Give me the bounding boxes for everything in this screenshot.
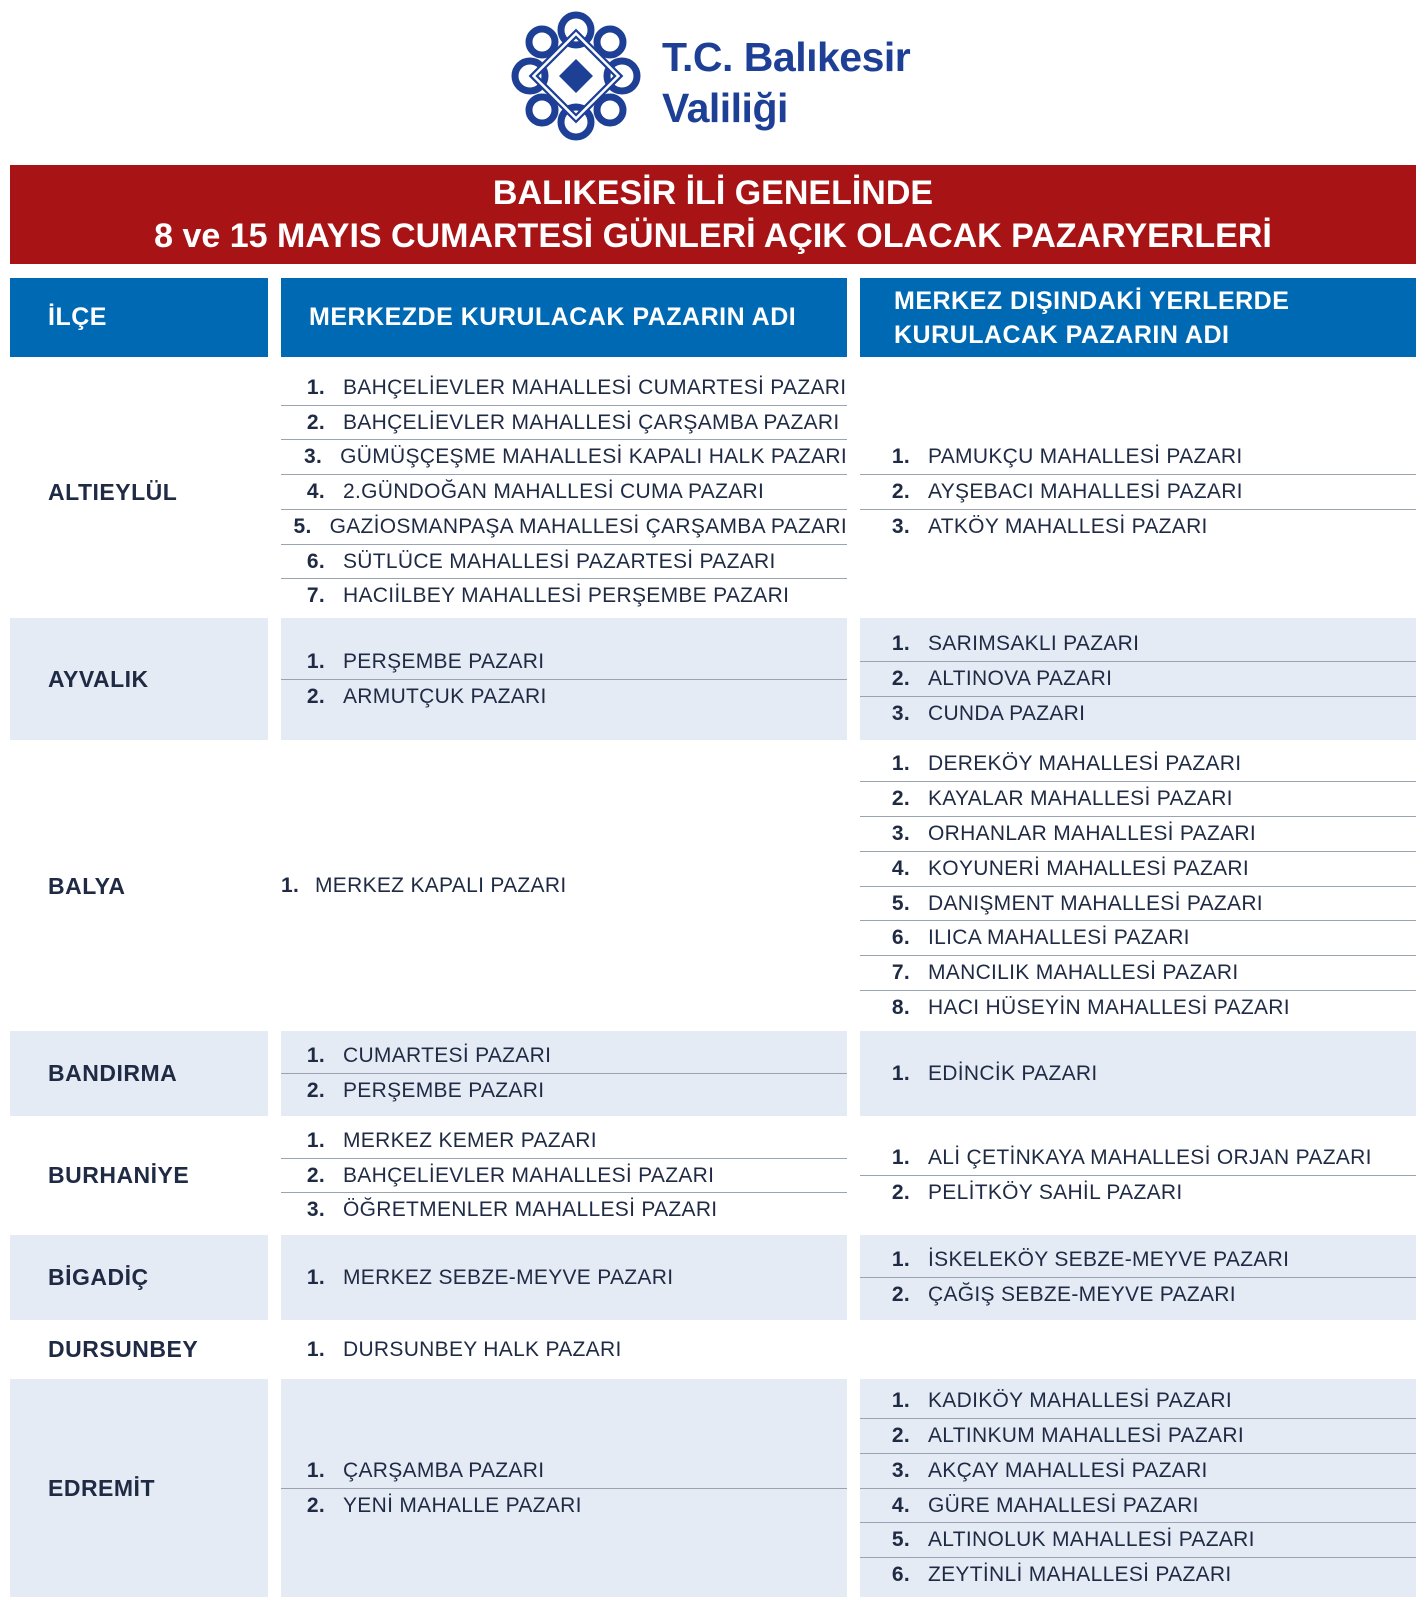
market-name: ÇAĞIŞ SEBZE-MEYVE PAZARI (928, 1283, 1236, 1306)
item-number: 2. (306, 684, 325, 708)
title-banner (10, 165, 1416, 264)
market-name: PERŞEMBE PAZARI (343, 649, 545, 673)
district-name: BALYA (48, 872, 126, 899)
item-number: 4. (891, 856, 910, 880)
logo-line-2: Valiliği (662, 85, 788, 131)
market-name: ATKÖY MAHALLESİ PAZARI (928, 514, 1208, 538)
market-list-item (860, 1488, 1416, 1523)
item-number: 4. (306, 480, 325, 504)
outside-markets (860, 1379, 1416, 1597)
item-number: 6. (306, 549, 325, 573)
market-list-item (860, 1557, 1416, 1592)
market-list-item (860, 1384, 1416, 1418)
market-name: MANCILIK MAHALLESİ PAZARI (928, 961, 1239, 985)
item-number: 1. (281, 874, 300, 898)
market-list-item (281, 1073, 847, 1108)
item-number: 1. (306, 649, 325, 673)
market-list-item (281, 544, 847, 579)
item-number: 2. (306, 1163, 325, 1187)
market-name: KOYUNERİ MAHALLESİ PAZARI (928, 856, 1250, 880)
district-name: BİGADİÇ (10, 1235, 268, 1320)
item-number: 2. (891, 480, 910, 504)
market-list-item (281, 1039, 847, 1073)
item-number: 1. (306, 1265, 325, 1289)
item-number: 6. (891, 926, 910, 950)
market-list-item (281, 1158, 847, 1193)
item-number: 6. (891, 1563, 910, 1587)
market-list-item (860, 627, 1416, 661)
item-number: 5. (891, 891, 910, 915)
item-number: 3. (303, 445, 323, 469)
center-markets (281, 370, 847, 614)
market-name: YENİ MAHALLE PAZARI (343, 1493, 582, 1517)
banner-line-1: BALIKESİR İLİ GENELİNDE (492, 173, 934, 212)
item-number: 1. (306, 1044, 325, 1068)
outside-markets (860, 1120, 1416, 1231)
market-name: SÜTLÜCE MAHALLESİ PAZARTESİ PAZARI (343, 549, 776, 573)
market-list-item (860, 851, 1416, 886)
item-number: 1. (306, 1128, 325, 1152)
district-name: AYVALIK (10, 618, 268, 740)
market-name: ILICA MAHALLESİ PAZARI (928, 926, 1190, 950)
item-number: 5. (293, 514, 312, 538)
market-list-item (281, 645, 847, 679)
market-list-item (860, 747, 1416, 781)
market-name: GAZİOSMANPAŞA MAHALLESİ ÇARŞAMBA PAZARI (329, 514, 847, 538)
market-name: PELİTKÖY SAHİL PAZARI (928, 1181, 1183, 1204)
header-ilce: İLÇE (10, 278, 268, 357)
item-number: 1. (891, 1146, 910, 1170)
market-list-item (281, 1124, 847, 1158)
market-name: PAMUKÇU MAHALLESİ PAZARI (928, 445, 1243, 469)
market-name: SARIMSAKLI PAZARI (928, 632, 1140, 656)
outside-markets (860, 1031, 1416, 1116)
center-markets (281, 1379, 847, 1597)
item-number: 1. (891, 632, 910, 656)
market-name: ALTINKUM MAHALLESİ PAZARI (928, 1423, 1244, 1447)
market-name: DURSUNBEY HALK PAZARI (343, 1337, 622, 1361)
item-number: 3. (891, 1458, 910, 1482)
item-number: 2. (891, 787, 910, 811)
market-list-item (860, 509, 1416, 544)
market-name: BAHÇELİEVLER MAHALLESİ ÇARŞAMBA PAZARI (343, 410, 840, 434)
market-list-item (281, 1192, 847, 1227)
district-name: DURSUNBEY (48, 1336, 199, 1362)
item-number: 4. (891, 1493, 910, 1517)
knot-emblem-icon (510, 10, 642, 142)
logo-line-1: T.C. Balıkesir (662, 34, 911, 80)
logo-text (662, 32, 910, 134)
header-merkez-disi-line-1: MERKEZ DIŞINDAKİ YERLERDE (894, 286, 1290, 315)
governorship-logo (510, 10, 930, 142)
market-list-item (860, 955, 1416, 990)
market-list-item (281, 1488, 847, 1523)
market-list-item (281, 405, 847, 440)
market-list-item (860, 990, 1416, 1025)
market-list-item (281, 1454, 847, 1488)
market-name: ARMUTÇUK PAZARI (343, 684, 547, 708)
item-number: 3. (891, 701, 910, 725)
market-name: KADIKÖY MAHALLESİ PAZARI (928, 1389, 1233, 1413)
market-list-item (281, 578, 847, 613)
center-markets (281, 744, 847, 1028)
market-name: HACIİLBEY MAHALLESİ PERŞEMBE PAZARI (343, 584, 790, 608)
market-name: KAYALAR MAHALLESİ PAZARI (928, 787, 1233, 811)
market-list-item (860, 1418, 1416, 1453)
market-list-item (860, 1522, 1416, 1557)
market-list-item (281, 679, 847, 714)
market-name: MERKEZ KEMER PAZARI (343, 1128, 597, 1152)
outside-markets (860, 744, 1416, 1028)
market-list-item (860, 440, 1416, 474)
market-name: İSKELEKÖY SEBZE-MEYVE PAZARI (928, 1248, 1290, 1272)
item-number: 3. (891, 514, 910, 538)
market-name: ALTINOLUK MAHALLESİ PAZARI (928, 1528, 1255, 1552)
market-name: CUMARTESİ PAZARI (343, 1044, 552, 1068)
market-list-item (860, 696, 1416, 731)
center-markets (281, 618, 847, 740)
item-number: 2. (306, 410, 325, 434)
market-list-item (281, 509, 847, 544)
market-name: ORHANLAR MAHALLESİ PAZARI (928, 821, 1257, 845)
market-list-item (281, 439, 847, 474)
market-list-item (281, 1261, 847, 1295)
item-number: 1. (891, 1061, 910, 1085)
outside-markets (860, 1235, 1416, 1320)
market-name: 2.GÜNDOĞAN MAHALLESİ CUMA PAZARI (343, 480, 765, 504)
item-number: 1. (891, 1389, 910, 1413)
market-list-item (860, 816, 1416, 851)
market-list-item (860, 1141, 1416, 1175)
market-list-item (860, 781, 1416, 816)
item-number: 2. (891, 667, 910, 691)
market-name: EDİNCİK PAZARI (928, 1061, 1098, 1085)
center-markets (281, 1324, 847, 1375)
banner-line-2: 8 ve 15 MAYIS CUMARTESİ GÜNLERİ AÇIK OLACAK PAZARYERLERİ (154, 216, 1272, 255)
market-name: BAHÇELİEVLER MAHALLESİ CUMARTESİ PAZARI (343, 375, 847, 399)
district-name: EDREMİT (10, 1379, 268, 1597)
market-list-item (860, 920, 1416, 955)
market-name: HACI HÜSEYİN MAHALLESİ PAZARI (928, 995, 1290, 1019)
market-name: DEREKÖY MAHALLESİ PAZARI (928, 752, 1242, 776)
market-name: MERKEZ SEBZE-MEYVE PAZARI (343, 1265, 674, 1289)
market-list-item (281, 869, 847, 903)
district-name: BURHANİYE (48, 1162, 190, 1188)
center-markets (281, 1120, 847, 1231)
header-merkez: MERKEZDE KURULACAK PAZARIN ADI (281, 278, 847, 357)
item-number: 7. (306, 584, 325, 608)
item-number: 2. (891, 1283, 910, 1306)
center-markets (281, 1031, 847, 1116)
market-list-item (281, 371, 847, 405)
market-list-item (860, 886, 1416, 921)
market-list-item (860, 1277, 1416, 1312)
item-number: 2. (891, 1423, 910, 1447)
market-list-item (860, 1175, 1416, 1210)
market-name: AYŞEBACI MAHALLESİ PAZARI (928, 480, 1243, 504)
item-number: 1. (891, 752, 910, 776)
center-markets (281, 1235, 847, 1320)
outside-markets (860, 1324, 1416, 1375)
market-list-item (281, 474, 847, 509)
market-name: ÖĞRETMENLER MAHALLESİ PAZARI (343, 1198, 718, 1222)
item-number: 1. (891, 445, 910, 469)
item-number: 2. (891, 1181, 910, 1204)
item-number: 1. (306, 1337, 325, 1361)
district-name: ALTIEYLÜL (48, 478, 178, 505)
header-merkez-disi-line-2: KURULACAK PAZARIN ADI (894, 320, 1230, 349)
item-number: 2. (306, 1493, 325, 1517)
market-name: GÜRE MAHALLESİ PAZARI (928, 1493, 1199, 1517)
market-list-item (860, 1057, 1416, 1091)
district-name: BANDIRMA (10, 1031, 268, 1116)
market-name: ALİ ÇETİNKAYA MAHALLESİ ORJAN PAZARI (928, 1146, 1372, 1170)
market-name: ALTINOVA PAZARI (928, 667, 1113, 691)
item-number: 3. (306, 1198, 325, 1222)
market-name: BAHÇELİEVLER MAHALLESİ PAZARI (343, 1163, 715, 1187)
market-name: MERKEZ KAPALI PAZARI (315, 874, 567, 898)
item-number: 1. (306, 1458, 325, 1482)
item-number: 3. (891, 821, 910, 845)
market-list-item (281, 1333, 847, 1367)
market-name: DANIŞMENT MAHALLESİ PAZARI (928, 891, 1263, 915)
market-name: PERŞEMBE PAZARI (343, 1079, 545, 1102)
market-list-item (860, 1243, 1416, 1277)
market-name: GÜMÜŞÇEŞME MAHALLESİ KAPALI HALK PAZARI (340, 445, 847, 469)
market-name: CUNDA PAZARI (928, 701, 1086, 725)
header-merkez-disi (860, 278, 1416, 357)
market-list-item (860, 474, 1416, 509)
item-number: 2. (306, 1079, 325, 1102)
outside-markets (860, 618, 1416, 740)
item-number: 8. (891, 995, 910, 1019)
item-number: 1. (306, 375, 325, 399)
market-name: AKÇAY MAHALLESİ PAZARI (928, 1458, 1208, 1482)
market-list-item (860, 661, 1416, 696)
market-name: ÇARŞAMBA PAZARI (343, 1458, 545, 1482)
item-number: 5. (891, 1528, 910, 1552)
item-number: 7. (891, 961, 910, 985)
item-number: 1. (891, 1248, 910, 1272)
market-list-item (860, 1453, 1416, 1488)
outside-markets (860, 370, 1416, 614)
market-name: ZEYTİNLİ MAHALLESİ PAZARI (928, 1563, 1232, 1587)
